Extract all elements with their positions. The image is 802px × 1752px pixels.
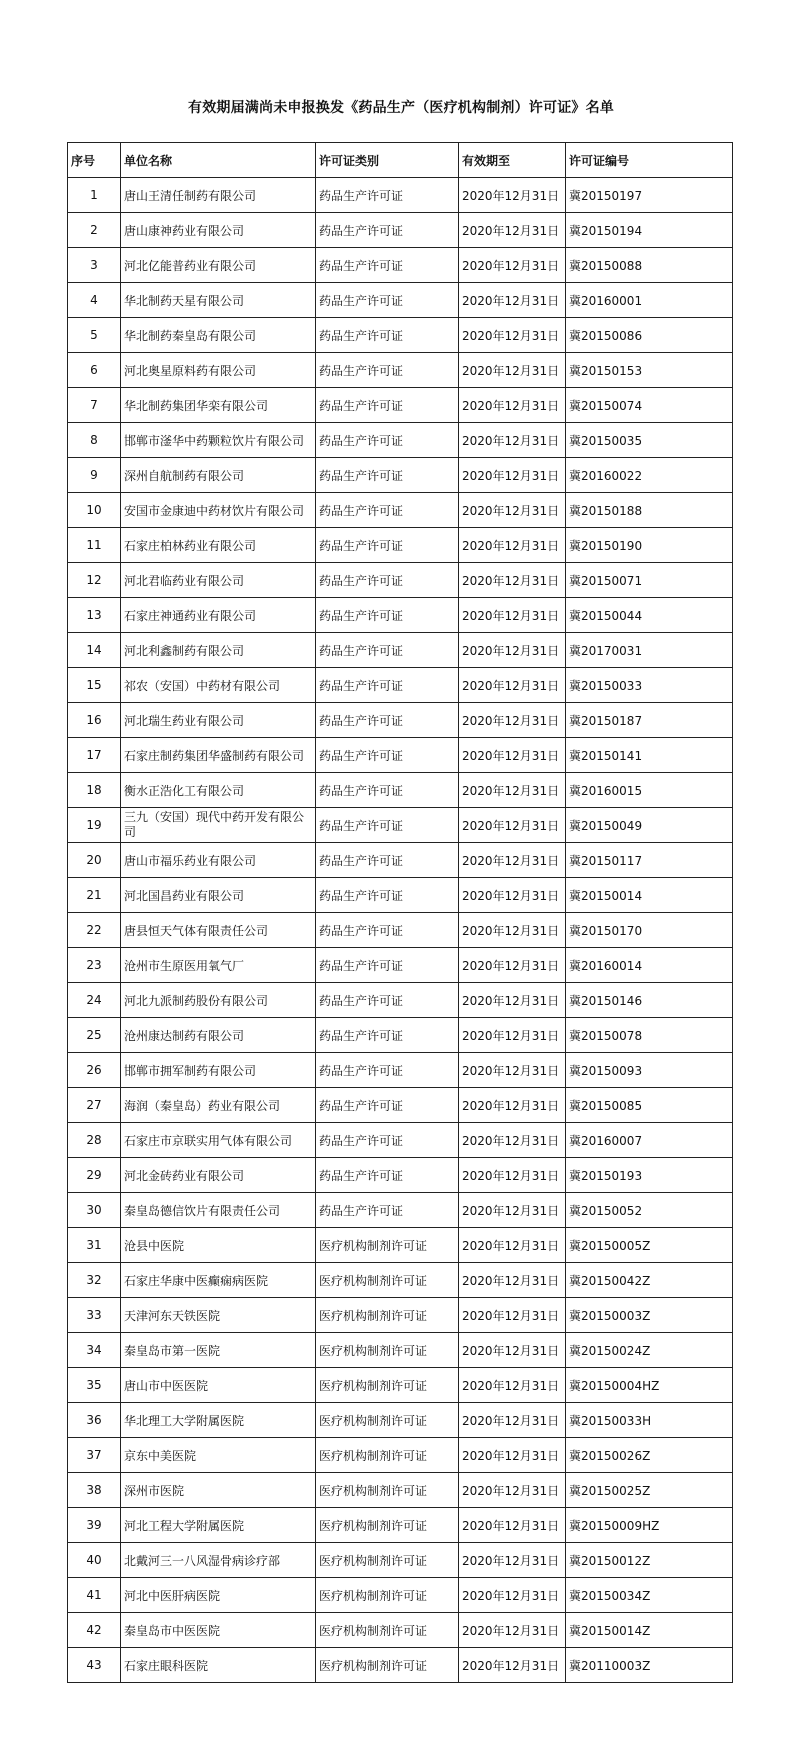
cell-license-type: 药品生产许可证 bbox=[316, 493, 459, 528]
table-row bbox=[68, 1263, 733, 1298]
cell-valid-until: 2020年12月31日 bbox=[459, 388, 566, 423]
table-row bbox=[68, 983, 733, 1018]
cell-unit-name: 沧州市生原医用氧气厂 bbox=[121, 948, 316, 983]
table-row bbox=[68, 458, 733, 493]
cell-license-number: 冀20110003Z bbox=[566, 1648, 733, 1683]
cell-license-number: 冀20170031 bbox=[566, 633, 733, 668]
cell-license-type: 医疗机构制剂许可证 bbox=[316, 1263, 459, 1298]
cell-license-type: 医疗机构制剂许可证 bbox=[316, 1368, 459, 1403]
cell-license-number: 冀20150071 bbox=[566, 563, 733, 598]
cell-seq: 12 bbox=[68, 563, 121, 598]
header-license-type: 许可证类别 bbox=[316, 143, 459, 178]
cell-valid-until: 2020年12月31日 bbox=[459, 1438, 566, 1473]
cell-license-type: 药品生产许可证 bbox=[316, 423, 459, 458]
table-row bbox=[68, 1088, 733, 1123]
cell-license-type: 医疗机构制剂许可证 bbox=[316, 1473, 459, 1508]
cell-seq: 6 bbox=[68, 353, 121, 388]
cell-unit-name: 河北中医肝病医院 bbox=[121, 1578, 316, 1613]
cell-unit-name: 沧州康达制药有限公司 bbox=[121, 1018, 316, 1053]
table-row bbox=[68, 1053, 733, 1088]
table-row bbox=[68, 1473, 733, 1508]
cell-valid-until: 2020年12月31日 bbox=[459, 213, 566, 248]
cell-valid-until: 2020年12月31日 bbox=[459, 423, 566, 458]
table-row bbox=[68, 808, 733, 843]
table-row bbox=[68, 248, 733, 283]
table-row bbox=[68, 1508, 733, 1543]
cell-license-type: 药品生产许可证 bbox=[316, 703, 459, 738]
cell-seq: 29 bbox=[68, 1158, 121, 1193]
cell-seq: 19 bbox=[68, 808, 121, 843]
cell-license-number: 冀20150170 bbox=[566, 913, 733, 948]
cell-valid-until: 2020年12月31日 bbox=[459, 1543, 566, 1578]
cell-license-type: 药品生产许可证 bbox=[316, 178, 459, 213]
cell-seq: 42 bbox=[68, 1613, 121, 1648]
cell-license-number: 冀20160014 bbox=[566, 948, 733, 983]
cell-license-type: 医疗机构制剂许可证 bbox=[316, 1438, 459, 1473]
cell-valid-until: 2020年12月31日 bbox=[459, 1088, 566, 1123]
cell-unit-name: 石家庄华康中医癫痫病医院 bbox=[121, 1263, 316, 1298]
cell-license-number: 冀20150042Z bbox=[566, 1263, 733, 1298]
cell-seq: 18 bbox=[68, 773, 121, 808]
cell-seq: 7 bbox=[68, 388, 121, 423]
cell-valid-until: 2020年12月31日 bbox=[459, 353, 566, 388]
cell-unit-name: 华北制药集团华栾有限公司 bbox=[121, 388, 316, 423]
cell-license-type: 医疗机构制剂许可证 bbox=[316, 1298, 459, 1333]
cell-license-number: 冀20150033 bbox=[566, 668, 733, 703]
cell-license-number: 冀20150117 bbox=[566, 843, 733, 878]
cell-license-number: 冀20150034Z bbox=[566, 1578, 733, 1613]
cell-license-type: 药品生产许可证 bbox=[316, 318, 459, 353]
table-row bbox=[68, 633, 733, 668]
cell-unit-name: 三九（安国）现代中药开发有限公司 bbox=[121, 808, 316, 843]
cell-license-type: 药品生产许可证 bbox=[316, 983, 459, 1018]
cell-license-number: 冀20150074 bbox=[566, 388, 733, 423]
cell-valid-until: 2020年12月31日 bbox=[459, 1578, 566, 1613]
cell-valid-until: 2020年12月31日 bbox=[459, 1368, 566, 1403]
cell-license-number: 冀20150085 bbox=[566, 1088, 733, 1123]
cell-unit-name: 河北君临药业有限公司 bbox=[121, 563, 316, 598]
table-row bbox=[68, 773, 733, 808]
cell-license-number: 冀20150004HZ bbox=[566, 1368, 733, 1403]
cell-license-type: 医疗机构制剂许可证 bbox=[316, 1508, 459, 1543]
cell-license-number: 冀20150088 bbox=[566, 248, 733, 283]
cell-license-type: 药品生产许可证 bbox=[316, 948, 459, 983]
cell-valid-until: 2020年12月31日 bbox=[459, 318, 566, 353]
cell-seq: 20 bbox=[68, 843, 121, 878]
cell-valid-until: 2020年12月31日 bbox=[459, 1333, 566, 1368]
cell-license-type: 药品生产许可证 bbox=[316, 528, 459, 563]
document-title: 有效期届满尚未申报换发《药品生产（医疗机构制剂）许可证》名单 bbox=[188, 100, 614, 116]
cell-unit-name: 石家庄眼科医院 bbox=[121, 1648, 316, 1683]
cell-valid-until: 2020年12月31日 bbox=[459, 1123, 566, 1158]
table-row bbox=[68, 948, 733, 983]
cell-license-number: 冀20150033H bbox=[566, 1403, 733, 1438]
cell-license-type: 药品生产许可证 bbox=[316, 563, 459, 598]
cell-valid-until: 2020年12月31日 bbox=[459, 913, 566, 948]
cell-unit-name: 河北国昌药业有限公司 bbox=[121, 878, 316, 913]
cell-license-type: 药品生产许可证 bbox=[316, 353, 459, 388]
cell-seq: 13 bbox=[68, 598, 121, 633]
cell-license-number: 冀20150026Z bbox=[566, 1438, 733, 1473]
cell-unit-name: 河北九派制药股份有限公司 bbox=[121, 983, 316, 1018]
cell-valid-until: 2020年12月31日 bbox=[459, 1298, 566, 1333]
cell-valid-until: 2020年12月31日 bbox=[459, 1053, 566, 1088]
cell-seq: 1 bbox=[68, 178, 121, 213]
cell-license-number: 冀20150044 bbox=[566, 598, 733, 633]
cell-valid-until: 2020年12月31日 bbox=[459, 1228, 566, 1263]
cell-license-number: 冀20150146 bbox=[566, 983, 733, 1018]
cell-seq: 35 bbox=[68, 1368, 121, 1403]
cell-seq: 28 bbox=[68, 1123, 121, 1158]
cell-license-number: 冀20160015 bbox=[566, 773, 733, 808]
cell-seq: 22 bbox=[68, 913, 121, 948]
cell-unit-name: 唐山市福乐药业有限公司 bbox=[121, 843, 316, 878]
cell-license-number: 冀20150012Z bbox=[566, 1543, 733, 1578]
table-row bbox=[68, 878, 733, 913]
table-row bbox=[68, 318, 733, 353]
table-row bbox=[68, 843, 733, 878]
cell-seq: 11 bbox=[68, 528, 121, 563]
cell-valid-until: 2020年12月31日 bbox=[459, 1403, 566, 1438]
table-row bbox=[68, 703, 733, 738]
cell-license-type: 药品生产许可证 bbox=[316, 1088, 459, 1123]
cell-license-type: 药品生产许可证 bbox=[316, 1158, 459, 1193]
table-row bbox=[68, 423, 733, 458]
cell-seq: 39 bbox=[68, 1508, 121, 1543]
cell-valid-until: 2020年12月31日 bbox=[459, 248, 566, 283]
table-row bbox=[68, 668, 733, 703]
cell-seq: 3 bbox=[68, 248, 121, 283]
cell-unit-name: 沧县中医院 bbox=[121, 1228, 316, 1263]
cell-license-number: 冀20150193 bbox=[566, 1158, 733, 1193]
cell-license-type: 药品生产许可证 bbox=[316, 283, 459, 318]
table-row bbox=[68, 353, 733, 388]
cell-license-type: 药品生产许可证 bbox=[316, 668, 459, 703]
table-row bbox=[68, 1123, 733, 1158]
table-row bbox=[68, 1648, 733, 1683]
cell-seq: 25 bbox=[68, 1018, 121, 1053]
cell-valid-until: 2020年12月31日 bbox=[459, 633, 566, 668]
cell-seq: 4 bbox=[68, 283, 121, 318]
cell-unit-name: 秦皇岛市第一医院 bbox=[121, 1333, 316, 1368]
cell-license-number: 冀20150014Z bbox=[566, 1613, 733, 1648]
cell-unit-name: 深州自航制药有限公司 bbox=[121, 458, 316, 493]
cell-seq: 40 bbox=[68, 1543, 121, 1578]
cell-unit-name: 天津河东天铁医院 bbox=[121, 1298, 316, 1333]
cell-seq: 14 bbox=[68, 633, 121, 668]
cell-license-number: 冀20150035 bbox=[566, 423, 733, 458]
cell-valid-until: 2020年12月31日 bbox=[459, 773, 566, 808]
cell-seq: 8 bbox=[68, 423, 121, 458]
table-row bbox=[68, 1543, 733, 1578]
table-row bbox=[68, 563, 733, 598]
cell-unit-name: 河北工程大学附属医院 bbox=[121, 1508, 316, 1543]
cell-valid-until: 2020年12月31日 bbox=[459, 283, 566, 318]
cell-unit-name: 唐山市中医医院 bbox=[121, 1368, 316, 1403]
table-row bbox=[68, 598, 733, 633]
cell-unit-name: 北戴河三一八风湿骨病诊疗部 bbox=[121, 1543, 316, 1578]
table-row bbox=[68, 913, 733, 948]
cell-unit-name: 石家庄神通药业有限公司 bbox=[121, 598, 316, 633]
cell-unit-name: 邯郸市拥军制药有限公司 bbox=[121, 1053, 316, 1088]
table-row bbox=[68, 1158, 733, 1193]
table-row bbox=[68, 1193, 733, 1228]
header-license-number: 许可证编号 bbox=[566, 143, 733, 178]
cell-valid-until: 2020年12月31日 bbox=[459, 878, 566, 913]
cell-license-number: 冀20150003Z bbox=[566, 1298, 733, 1333]
cell-license-number: 冀20150078 bbox=[566, 1018, 733, 1053]
cell-license-type: 医疗机构制剂许可证 bbox=[316, 1613, 459, 1648]
cell-unit-name: 邯郸市滏华中药颗粒饮片有限公司 bbox=[121, 423, 316, 458]
cell-license-type: 药品生产许可证 bbox=[316, 1053, 459, 1088]
cell-valid-until: 2020年12月31日 bbox=[459, 1263, 566, 1298]
cell-license-number: 冀20150005Z bbox=[566, 1228, 733, 1263]
cell-license-type: 药品生产许可证 bbox=[316, 598, 459, 633]
table-row bbox=[68, 213, 733, 248]
cell-seq: 43 bbox=[68, 1648, 121, 1683]
cell-seq: 30 bbox=[68, 1193, 121, 1228]
cell-license-number: 冀20150024Z bbox=[566, 1333, 733, 1368]
table-row bbox=[68, 1578, 733, 1613]
cell-license-type: 药品生产许可证 bbox=[316, 458, 459, 493]
cell-license-type: 药品生产许可证 bbox=[316, 738, 459, 773]
cell-license-number: 冀20150014 bbox=[566, 878, 733, 913]
cell-license-type: 药品生产许可证 bbox=[316, 913, 459, 948]
table-row bbox=[68, 1368, 733, 1403]
cell-valid-until: 2020年12月31日 bbox=[459, 1508, 566, 1543]
cell-seq: 23 bbox=[68, 948, 121, 983]
cell-unit-name: 秦皇岛德信饮片有限责任公司 bbox=[121, 1193, 316, 1228]
cell-valid-until: 2020年12月31日 bbox=[459, 668, 566, 703]
cell-valid-until: 2020年12月31日 bbox=[459, 563, 566, 598]
header-unit-name: 单位名称 bbox=[121, 143, 316, 178]
table-row bbox=[68, 178, 733, 213]
header-valid-until: 有效期至 bbox=[459, 143, 566, 178]
cell-seq: 38 bbox=[68, 1473, 121, 1508]
cell-license-number: 冀20160007 bbox=[566, 1123, 733, 1158]
table-header-row bbox=[68, 143, 733, 178]
cell-valid-until: 2020年12月31日 bbox=[459, 1193, 566, 1228]
cell-seq: 5 bbox=[68, 318, 121, 353]
cell-valid-until: 2020年12月31日 bbox=[459, 1473, 566, 1508]
cell-license-type: 药品生产许可证 bbox=[316, 808, 459, 843]
cell-license-type: 医疗机构制剂许可证 bbox=[316, 1648, 459, 1683]
cell-valid-until: 2020年12月31日 bbox=[459, 983, 566, 1018]
cell-license-type: 医疗机构制剂许可证 bbox=[316, 1403, 459, 1438]
cell-unit-name: 秦皇岛市中医医院 bbox=[121, 1613, 316, 1648]
cell-valid-until: 2020年12月31日 bbox=[459, 1018, 566, 1053]
cell-seq: 9 bbox=[68, 458, 121, 493]
cell-unit-name: 祁农（安国）中药材有限公司 bbox=[121, 668, 316, 703]
cell-unit-name: 唐山王清任制药有限公司 bbox=[121, 178, 316, 213]
table-row bbox=[68, 283, 733, 318]
cell-license-number: 冀20150009HZ bbox=[566, 1508, 733, 1543]
table-row bbox=[68, 738, 733, 773]
cell-valid-until: 2020年12月31日 bbox=[459, 528, 566, 563]
cell-seq: 2 bbox=[68, 213, 121, 248]
cell-seq: 24 bbox=[68, 983, 121, 1018]
cell-license-type: 医疗机构制剂许可证 bbox=[316, 1578, 459, 1613]
cell-license-type: 药品生产许可证 bbox=[316, 213, 459, 248]
cell-seq: 10 bbox=[68, 493, 121, 528]
cell-valid-until: 2020年12月31日 bbox=[459, 808, 566, 843]
cell-license-type: 药品生产许可证 bbox=[316, 878, 459, 913]
cell-license-number: 冀20150141 bbox=[566, 738, 733, 773]
cell-license-type: 医疗机构制剂许可证 bbox=[316, 1333, 459, 1368]
table-row bbox=[68, 1333, 733, 1368]
cell-unit-name: 石家庄柏林药业有限公司 bbox=[121, 528, 316, 563]
cell-license-number: 冀20150153 bbox=[566, 353, 733, 388]
cell-seq: 34 bbox=[68, 1333, 121, 1368]
cell-license-number: 冀20150093 bbox=[566, 1053, 733, 1088]
cell-license-number: 冀20150025Z bbox=[566, 1473, 733, 1508]
table-body bbox=[68, 178, 733, 1683]
cell-valid-until: 2020年12月31日 bbox=[459, 738, 566, 773]
cell-unit-name: 河北金砖药业有限公司 bbox=[121, 1158, 316, 1193]
table-row bbox=[68, 528, 733, 563]
table-row bbox=[68, 1438, 733, 1473]
cell-license-number: 冀20150188 bbox=[566, 493, 733, 528]
cell-valid-until: 2020年12月31日 bbox=[459, 458, 566, 493]
cell-license-type: 药品生产许可证 bbox=[316, 1123, 459, 1158]
cell-license-number: 冀20150086 bbox=[566, 318, 733, 353]
cell-valid-until: 2020年12月31日 bbox=[459, 493, 566, 528]
cell-license-type: 药品生产许可证 bbox=[316, 843, 459, 878]
table-row bbox=[68, 493, 733, 528]
cell-seq: 16 bbox=[68, 703, 121, 738]
cell-valid-until: 2020年12月31日 bbox=[459, 703, 566, 738]
table-row bbox=[68, 388, 733, 423]
cell-unit-name: 河北亿能普药业有限公司 bbox=[121, 248, 316, 283]
cell-valid-until: 2020年12月31日 bbox=[459, 1158, 566, 1193]
cell-seq: 31 bbox=[68, 1228, 121, 1263]
table-row bbox=[68, 1613, 733, 1648]
cell-seq: 17 bbox=[68, 738, 121, 773]
cell-valid-until: 2020年12月31日 bbox=[459, 1613, 566, 1648]
cell-unit-name: 唐县恒天气体有限责任公司 bbox=[121, 913, 316, 948]
table-row bbox=[68, 1298, 733, 1333]
cell-license-type: 药品生产许可证 bbox=[316, 1018, 459, 1053]
cell-seq: 26 bbox=[68, 1053, 121, 1088]
cell-unit-name: 华北理工大学附属医院 bbox=[121, 1403, 316, 1438]
cell-seq: 32 bbox=[68, 1263, 121, 1298]
cell-unit-name: 石家庄制药集团华盛制药有限公司 bbox=[121, 738, 316, 773]
cell-license-type: 医疗机构制剂许可证 bbox=[316, 1228, 459, 1263]
cell-unit-name: 海润（秦皇岛）药业有限公司 bbox=[121, 1088, 316, 1123]
cell-license-number: 冀20150052 bbox=[566, 1193, 733, 1228]
cell-unit-name: 唐山康神药业有限公司 bbox=[121, 213, 316, 248]
cell-unit-name: 华北制药秦皇岛有限公司 bbox=[121, 318, 316, 353]
cell-license-type: 药品生产许可证 bbox=[316, 633, 459, 668]
cell-unit-name: 衡水正浩化工有限公司 bbox=[121, 773, 316, 808]
cell-seq: 21 bbox=[68, 878, 121, 913]
cell-license-type: 药品生产许可证 bbox=[316, 388, 459, 423]
cell-seq: 27 bbox=[68, 1088, 121, 1123]
cell-unit-name: 华北制药天星有限公司 bbox=[121, 283, 316, 318]
cell-seq: 37 bbox=[68, 1438, 121, 1473]
cell-seq: 36 bbox=[68, 1403, 121, 1438]
cell-unit-name: 河北奥星原料药有限公司 bbox=[121, 353, 316, 388]
cell-license-number: 冀20160001 bbox=[566, 283, 733, 318]
cell-license-number: 冀20160022 bbox=[566, 458, 733, 493]
cell-valid-until: 2020年12月31日 bbox=[459, 598, 566, 633]
cell-valid-until: 2020年12月31日 bbox=[459, 1648, 566, 1683]
cell-license-type: 药品生产许可证 bbox=[316, 248, 459, 283]
cell-unit-name: 京东中美医院 bbox=[121, 1438, 316, 1473]
cell-unit-name: 安国市金康迪中药材饮片有限公司 bbox=[121, 493, 316, 528]
cell-license-number: 冀20150049 bbox=[566, 808, 733, 843]
cell-valid-until: 2020年12月31日 bbox=[459, 178, 566, 213]
cell-valid-until: 2020年12月31日 bbox=[459, 948, 566, 983]
table-row bbox=[68, 1018, 733, 1053]
license-table bbox=[67, 142, 733, 1683]
cell-license-type: 医疗机构制剂许可证 bbox=[316, 1543, 459, 1578]
table-row bbox=[68, 1403, 733, 1438]
cell-license-number: 冀20150190 bbox=[566, 528, 733, 563]
cell-license-type: 药品生产许可证 bbox=[316, 1193, 459, 1228]
cell-license-type: 药品生产许可证 bbox=[316, 773, 459, 808]
cell-seq: 41 bbox=[68, 1578, 121, 1613]
header-seq: 序号 bbox=[68, 143, 121, 178]
cell-license-number: 冀20150197 bbox=[566, 178, 733, 213]
cell-unit-name: 石家庄市京联实用气体有限公司 bbox=[121, 1123, 316, 1158]
cell-valid-until: 2020年12月31日 bbox=[459, 843, 566, 878]
cell-unit-name: 深州市医院 bbox=[121, 1473, 316, 1508]
cell-seq: 33 bbox=[68, 1298, 121, 1333]
cell-license-number: 冀20150194 bbox=[566, 213, 733, 248]
cell-license-number: 冀20150187 bbox=[566, 703, 733, 738]
cell-unit-name: 河北利鑫制药有限公司 bbox=[121, 633, 316, 668]
cell-seq: 15 bbox=[68, 668, 121, 703]
cell-unit-name: 河北瑞生药业有限公司 bbox=[121, 703, 316, 738]
table-row bbox=[68, 1228, 733, 1263]
